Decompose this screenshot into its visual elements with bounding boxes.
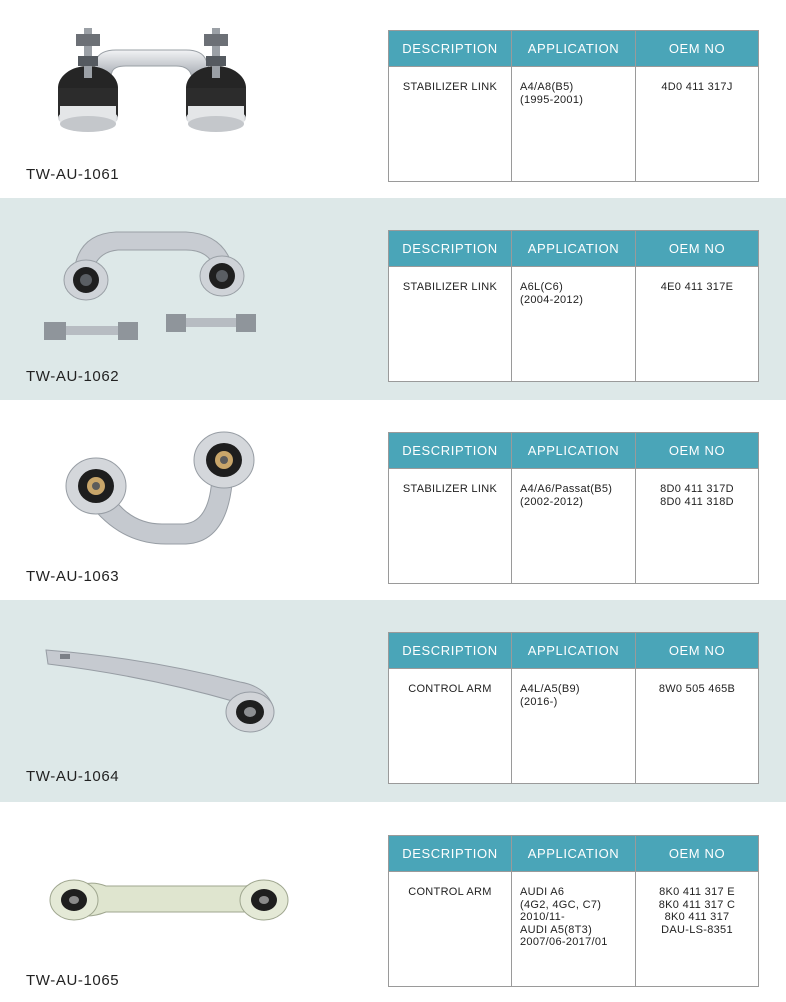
oem-header: OEM NO (636, 31, 759, 67)
product-code: TW-AU-1061 (26, 166, 120, 183)
product-code: TW-AU-1064 (26, 768, 120, 785)
product-row-1063 (0, 400, 786, 600)
spec-table (388, 835, 759, 987)
stabilizer-link-with-bolts-image (26, 212, 306, 372)
application-header: APPLICATION (512, 836, 636, 872)
application-cell (512, 469, 636, 584)
application-line: (4G2, 4GC, C7) (520, 898, 602, 911)
oem-number: 8W0 505 465B (658, 683, 736, 695)
application-cell (512, 267, 636, 382)
stabilizer-link-bent-image (26, 414, 306, 574)
application-line: A6L(C6) (520, 281, 564, 293)
application-header: APPLICATION (512, 633, 636, 669)
spec-table (388, 230, 759, 382)
application-line: A4L/A5(B9) (520, 683, 580, 695)
application-line: AUDI A5(8T3) (520, 923, 593, 936)
product-code: TW-AU-1063 (26, 568, 120, 585)
description-header: DESCRIPTION (389, 433, 512, 469)
application-line: (2002-2012) (520, 495, 584, 508)
description-header: DESCRIPTION (389, 836, 512, 872)
oem-number: 8K0 411 317 (664, 911, 730, 923)
oem-header: OEM NO (636, 433, 759, 469)
oem-cell (636, 872, 759, 987)
oem-number: DAU-LS-8351 (661, 923, 733, 936)
description-cell: STABILIZER LINK (389, 67, 512, 182)
description-cell: STABILIZER LINK (389, 469, 512, 584)
description-cell: CONTROL ARM (389, 872, 512, 987)
application-line: (2016-) (520, 695, 558, 708)
application-cell (512, 872, 636, 987)
description-cell: STABILIZER LINK (389, 267, 512, 382)
product-row-1065 (0, 802, 786, 1002)
application-line: A4/A6/Passat(B5) (520, 483, 613, 495)
oem-cell (636, 469, 759, 584)
application-header: APPLICATION (512, 433, 636, 469)
oem-cell (636, 267, 759, 382)
oem-number: 4E0 411 317E (660, 281, 734, 293)
control-arm-image (26, 624, 306, 784)
product-code: TW-AU-1065 (26, 972, 120, 989)
oem-number: 8D0 411 318D (660, 495, 734, 508)
oem-number: 4D0 411 317J (661, 81, 733, 93)
spec-table (388, 432, 759, 584)
oem-number: 8K0 411 317 E (659, 886, 735, 898)
application-line: 2007/06-2017/01 (520, 936, 608, 948)
application-line: (2004-2012) (520, 293, 584, 306)
oem-number: 8D0 411 317D (660, 483, 734, 495)
description-cell: CONTROL ARM (389, 669, 512, 784)
application-line: 2010/11- (520, 911, 566, 923)
application-header: APPLICATION (512, 231, 636, 267)
product-code: TW-AU-1062 (26, 368, 120, 385)
description-header: DESCRIPTION (389, 231, 512, 267)
product-row-1064 (0, 600, 786, 802)
spec-table (388, 632, 759, 784)
application-header: APPLICATION (512, 31, 636, 67)
description-header: DESCRIPTION (389, 633, 512, 669)
oem-header: OEM NO (636, 633, 759, 669)
oem-header: OEM NO (636, 231, 759, 267)
application-cell (512, 67, 636, 182)
application-line: (1995-2001) (520, 93, 584, 106)
application-line: AUDI A6 (520, 886, 565, 898)
application-cell (512, 669, 636, 784)
oem-cell (636, 669, 759, 784)
product-row-1061 (0, 0, 786, 198)
application-line: A4/A8(B5) (520, 81, 574, 93)
spec-table (388, 30, 759, 182)
oem-header: OEM NO (636, 836, 759, 872)
oem-cell (636, 67, 759, 182)
oem-number: 8K0 411 317 C (658, 898, 736, 911)
stabilizer-link-image (26, 18, 306, 178)
description-header: DESCRIPTION (389, 31, 512, 67)
control-arm-link-image (26, 828, 306, 988)
product-row-1062 (0, 198, 786, 400)
